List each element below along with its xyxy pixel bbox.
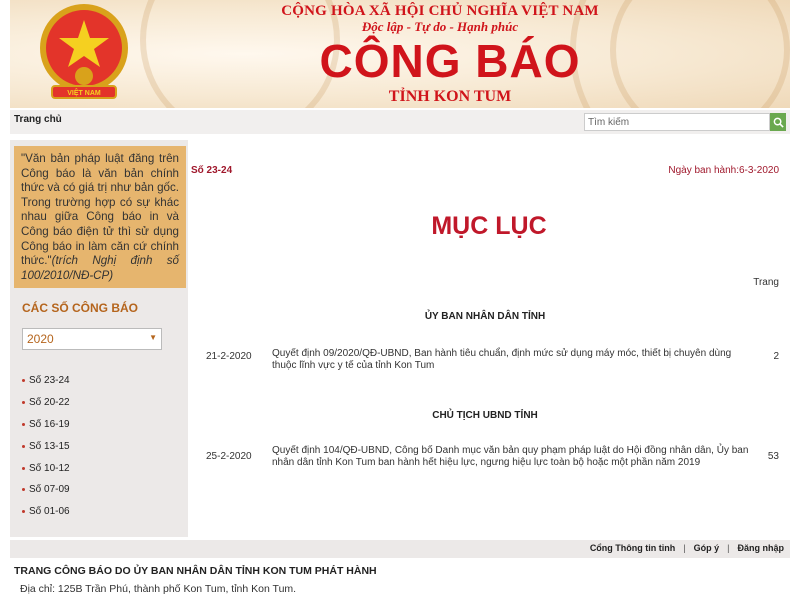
issue-label: Số 10-12: [29, 462, 70, 474]
national-emblem-icon: [34, 2, 134, 106]
search-input[interactable]: [584, 113, 770, 131]
issue-number: Số 23-24: [191, 165, 233, 176]
country-motto: Độc lập - Tự do - Hạnh phúc: [361, 19, 519, 34]
issue-link[interactable]: [22, 457, 70, 479]
search-icon: [773, 117, 784, 128]
chevron-down-icon: ▼: [149, 333, 157, 342]
footer-nav: [10, 540, 790, 558]
sidebar: [10, 140, 188, 537]
issue-link[interactable]: [22, 435, 70, 457]
bullet-icon: [22, 467, 25, 470]
issue-link[interactable]: [22, 479, 70, 501]
nav-home-link[interactable]: Trang chủ: [14, 114, 62, 125]
footer-publisher: TRANG CÔNG BÁO DO ỦY BAN NHÂN DÂN TỈNH KON TUM PHÁT HÀNH: [14, 565, 377, 577]
issue-list: [22, 370, 70, 523]
entry-title[interactable]: Quyết định 09/2020/QĐ-UBND, Ban hành tiêu chuẩn, định mức sử dụng máy móc, thiết bị chuyên dùng thuộc lĩnh vực y tế của tỉnh Kon Tum: [272, 348, 732, 371]
year-select-value: 2020: [27, 332, 54, 346]
entry-page: 2: [773, 351, 779, 362]
issue-label: Số 20-22: [29, 397, 70, 409]
issue-link[interactable]: [22, 414, 70, 436]
footer-separator: |: [727, 543, 730, 553]
issue-label: Số 07-09: [29, 484, 70, 496]
main-content: [188, 140, 790, 537]
year-select[interactable]: [22, 328, 162, 350]
issue-link[interactable]: [22, 370, 70, 392]
bullet-icon: [22, 510, 25, 513]
footer-links: [590, 543, 784, 553]
issue-link[interactable]: [22, 392, 70, 414]
search-box: [584, 113, 786, 131]
legal-notice: [14, 146, 186, 288]
issue-label: Số 16-19: [29, 418, 70, 430]
bullet-icon: [22, 401, 25, 404]
section-heading: ỦY BAN NHÂN DÂN TỈNH: [424, 311, 546, 322]
banner-decoration: [610, 0, 790, 108]
issue-link[interactable]: [22, 501, 70, 523]
legal-notice-text: "Văn bản pháp luật đăng trên Công báo là văn bản chính thức và có giá trị như bản gốc. Trong trường hợp có sự khác nhau giữa Công báo in và Công báo điện tử thì sử dụng Công báo in làm căn cứ chính thức.": [21, 152, 179, 268]
entry-date: 25-2-2020: [206, 451, 252, 462]
footer-separator: |: [683, 543, 686, 553]
search-button[interactable]: [770, 113, 786, 131]
emblem-label: VIỆT NAM: [67, 90, 101, 97]
issue-label: Số 23-24: [29, 375, 70, 387]
header-banner: [10, 0, 790, 108]
issue-date: Ngày ban hành:6-3-2020: [668, 165, 779, 176]
entry-date: 21-2-2020: [206, 351, 252, 362]
footer-address: Địa chỉ: 125B Trần Phú, thành phố Kon Tum, tỉnh Kon Tum.: [20, 583, 297, 595]
entry-title[interactable]: Quyết định 104/QĐ-UBND, Công bố Danh mục văn bản quy phạm pháp luật do Hội đồng nhân dân, Ủy ban nhân dân tỉnh Kon Tum ban hành hết hiệu lực, ngưng hiệu lực toàn bộ hoặc một phần năm 2019: [272, 445, 749, 468]
entry-page: 53: [767, 451, 779, 462]
footer-link-feedback[interactable]: Góp ý: [693, 543, 720, 553]
issues-section-title: CÁC SỐ CÔNG BÁO: [22, 301, 139, 315]
bullet-icon: [22, 423, 25, 426]
country-name: CỘNG HÒA XÃ HỘI CHỦ NGHĨA VIỆT NAM: [281, 3, 599, 19]
site-title: CÔNG BÁO: [319, 35, 581, 87]
bullet-icon: [22, 488, 25, 491]
legal-notice-source: (trích Nghị định số 100/2010/NĐ-CP): [21, 254, 179, 282]
issue-label: Số 01-06: [29, 506, 70, 518]
footer-link-login[interactable]: Đăng nhập: [737, 543, 784, 553]
issue-label: Số 13-15: [29, 440, 70, 452]
top-nav: [10, 110, 790, 134]
toc-title: MỤC LỤC: [431, 212, 547, 240]
footer-link-portal[interactable]: Cổng Thông tin tỉnh: [589, 543, 676, 553]
site-subtitle: TỈNH KON TUM: [388, 88, 512, 105]
bullet-icon: [22, 379, 25, 382]
bullet-icon: [22, 445, 25, 448]
page-column-header: Trang: [753, 277, 779, 288]
section-heading: CHỦ TỊCH UBND TỈNH: [432, 410, 538, 421]
